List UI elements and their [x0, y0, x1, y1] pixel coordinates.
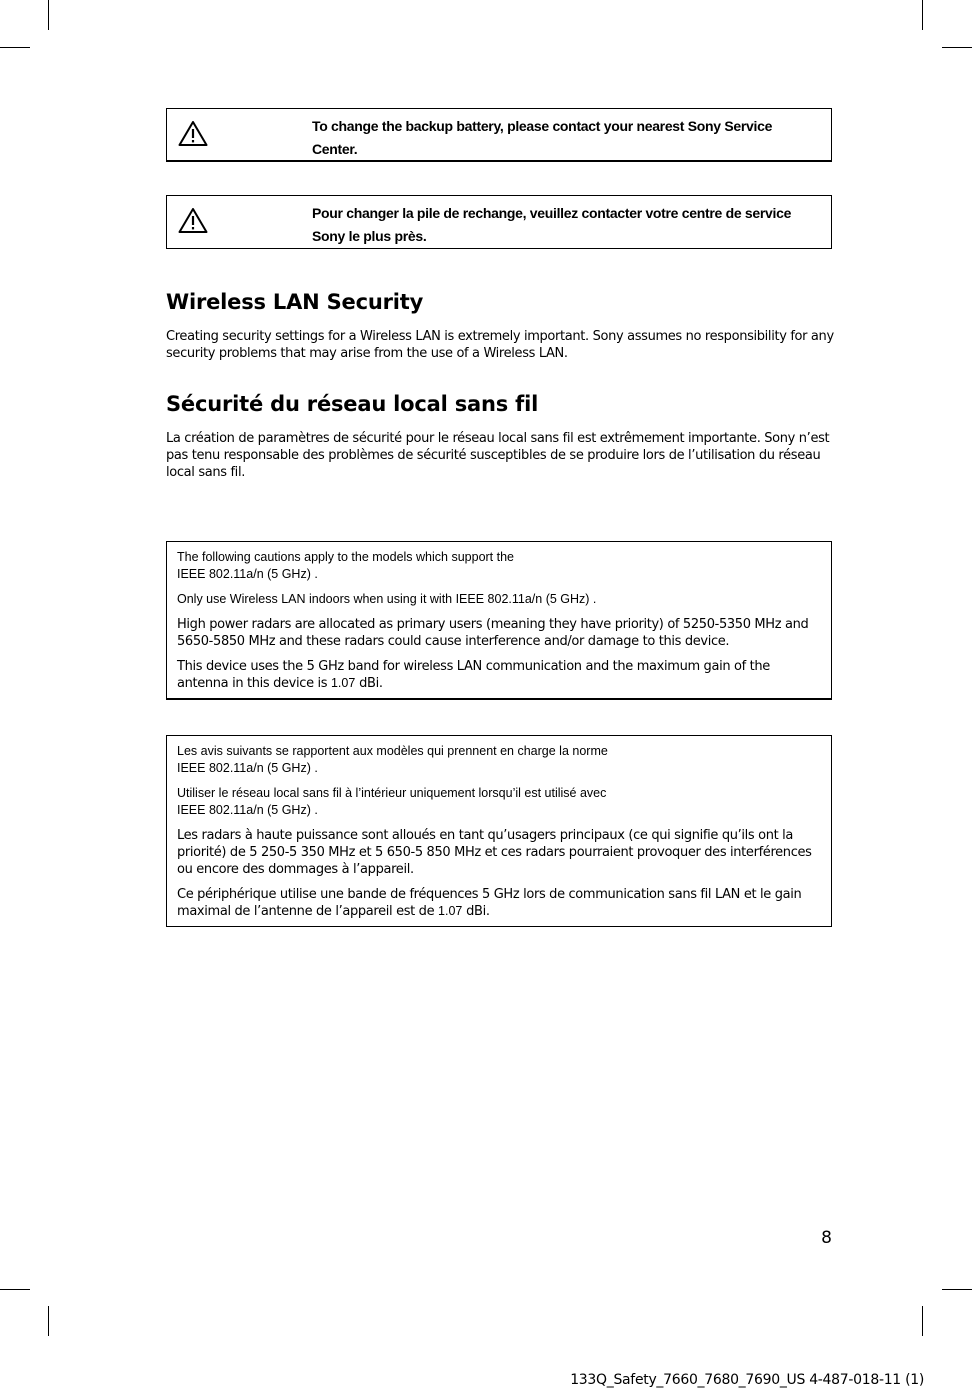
crop-mark — [942, 1289, 972, 1290]
crop-mark — [0, 1289, 30, 1290]
warning-text: To change the backup battery, please contact your nearest Sony Service Center. — [312, 118, 773, 157]
crop-mark — [922, 0, 923, 30]
caution-box-fr — [166, 735, 832, 927]
caution-box-en — [166, 541, 832, 700]
crop-mark — [48, 1306, 49, 1336]
caution-indoor-use: Utiliser le réseau local sans fil à l’intérieur uniquement lorsqu’il est utilisé avec IEEE 802.11a/n (5 GHz) . — [177, 786, 607, 817]
securite-paragraph: La création de paramètres de sécurité pour le réseau local sans fil est extrêmement importante. Sony n’est pas tenu responsable des problèmes de sécurité susceptibles de se produire lors de l’utilisation du réseau local sans fil. — [166, 431, 830, 480]
crop-mark — [922, 1306, 923, 1336]
warning-triangle-icon — [178, 207, 208, 234]
battery-warning-en — [166, 108, 832, 162]
warning-triangle-icon — [178, 120, 208, 147]
crop-mark — [942, 47, 972, 48]
caution-intro: The following cautions apply to the models which support the IEEE 802.11a/n (5 GHz) . — [177, 550, 514, 581]
section-heading-securite: Sécurité du réseau local sans fil — [166, 392, 539, 416]
caution-antenna-gain: This device uses the 5 GHz band for wireless LAN communication and the maximum gain of the antenna in this device is 1.07 dBi. — [177, 659, 770, 691]
caution-radar: High power radars are allocated as primary users (meaning they have priority) of 5250-5350 MHz and 5650-5850 MHz and these radars could cause interference and/or damage to this device. — [177, 617, 809, 649]
section-heading-wlan-security: Wireless LAN Security — [166, 290, 424, 314]
battery-warning-fr — [166, 195, 832, 249]
wlan-security-paragraph: Creating security settings for a Wireless LAN is extremely important. Sony assumes no responsibility for any security problems that may arise from the use of a Wireless LAN. — [166, 329, 834, 361]
warning-text: Pour changer la pile de rechange, veuillez contacter votre centre de service Sony le plus près. — [312, 205, 792, 244]
crop-mark — [48, 0, 49, 30]
page-number: 8 — [821, 1228, 832, 1248]
caution-indoor-use: Only use Wireless LAN indoors when using it with IEEE 802.11a/n (5 GHz) . — [177, 592, 597, 606]
caution-intro: Les avis suivants se rapportent aux modèles qui prennent en charge la norme IEEE 802.11a/n (5 GHz) . — [177, 744, 608, 775]
crop-mark — [0, 47, 30, 48]
document-footer-id: 133Q_Safety_7660_7680_7690_US 4-487-018-11 (1) — [570, 1372, 924, 1388]
caution-radar: Les radars à haute puissance sont alloués en tant qu’usagers principaux (ce qui signifie qu’ils ont la priorité) de 5 250-5 350 MHz et 5 650-5 850 MHz et ces radars pourraient provoquer des interférences ou encore des dommages à l’appareil. — [177, 828, 812, 877]
caution-antenna-gain: Ce périphérique utilise une bande de fréquences 5 GHz lors de communication sans fil LAN et le gain maximal de l’antenne de l’appareil est de 1.07 dBi. — [177, 887, 802, 919]
